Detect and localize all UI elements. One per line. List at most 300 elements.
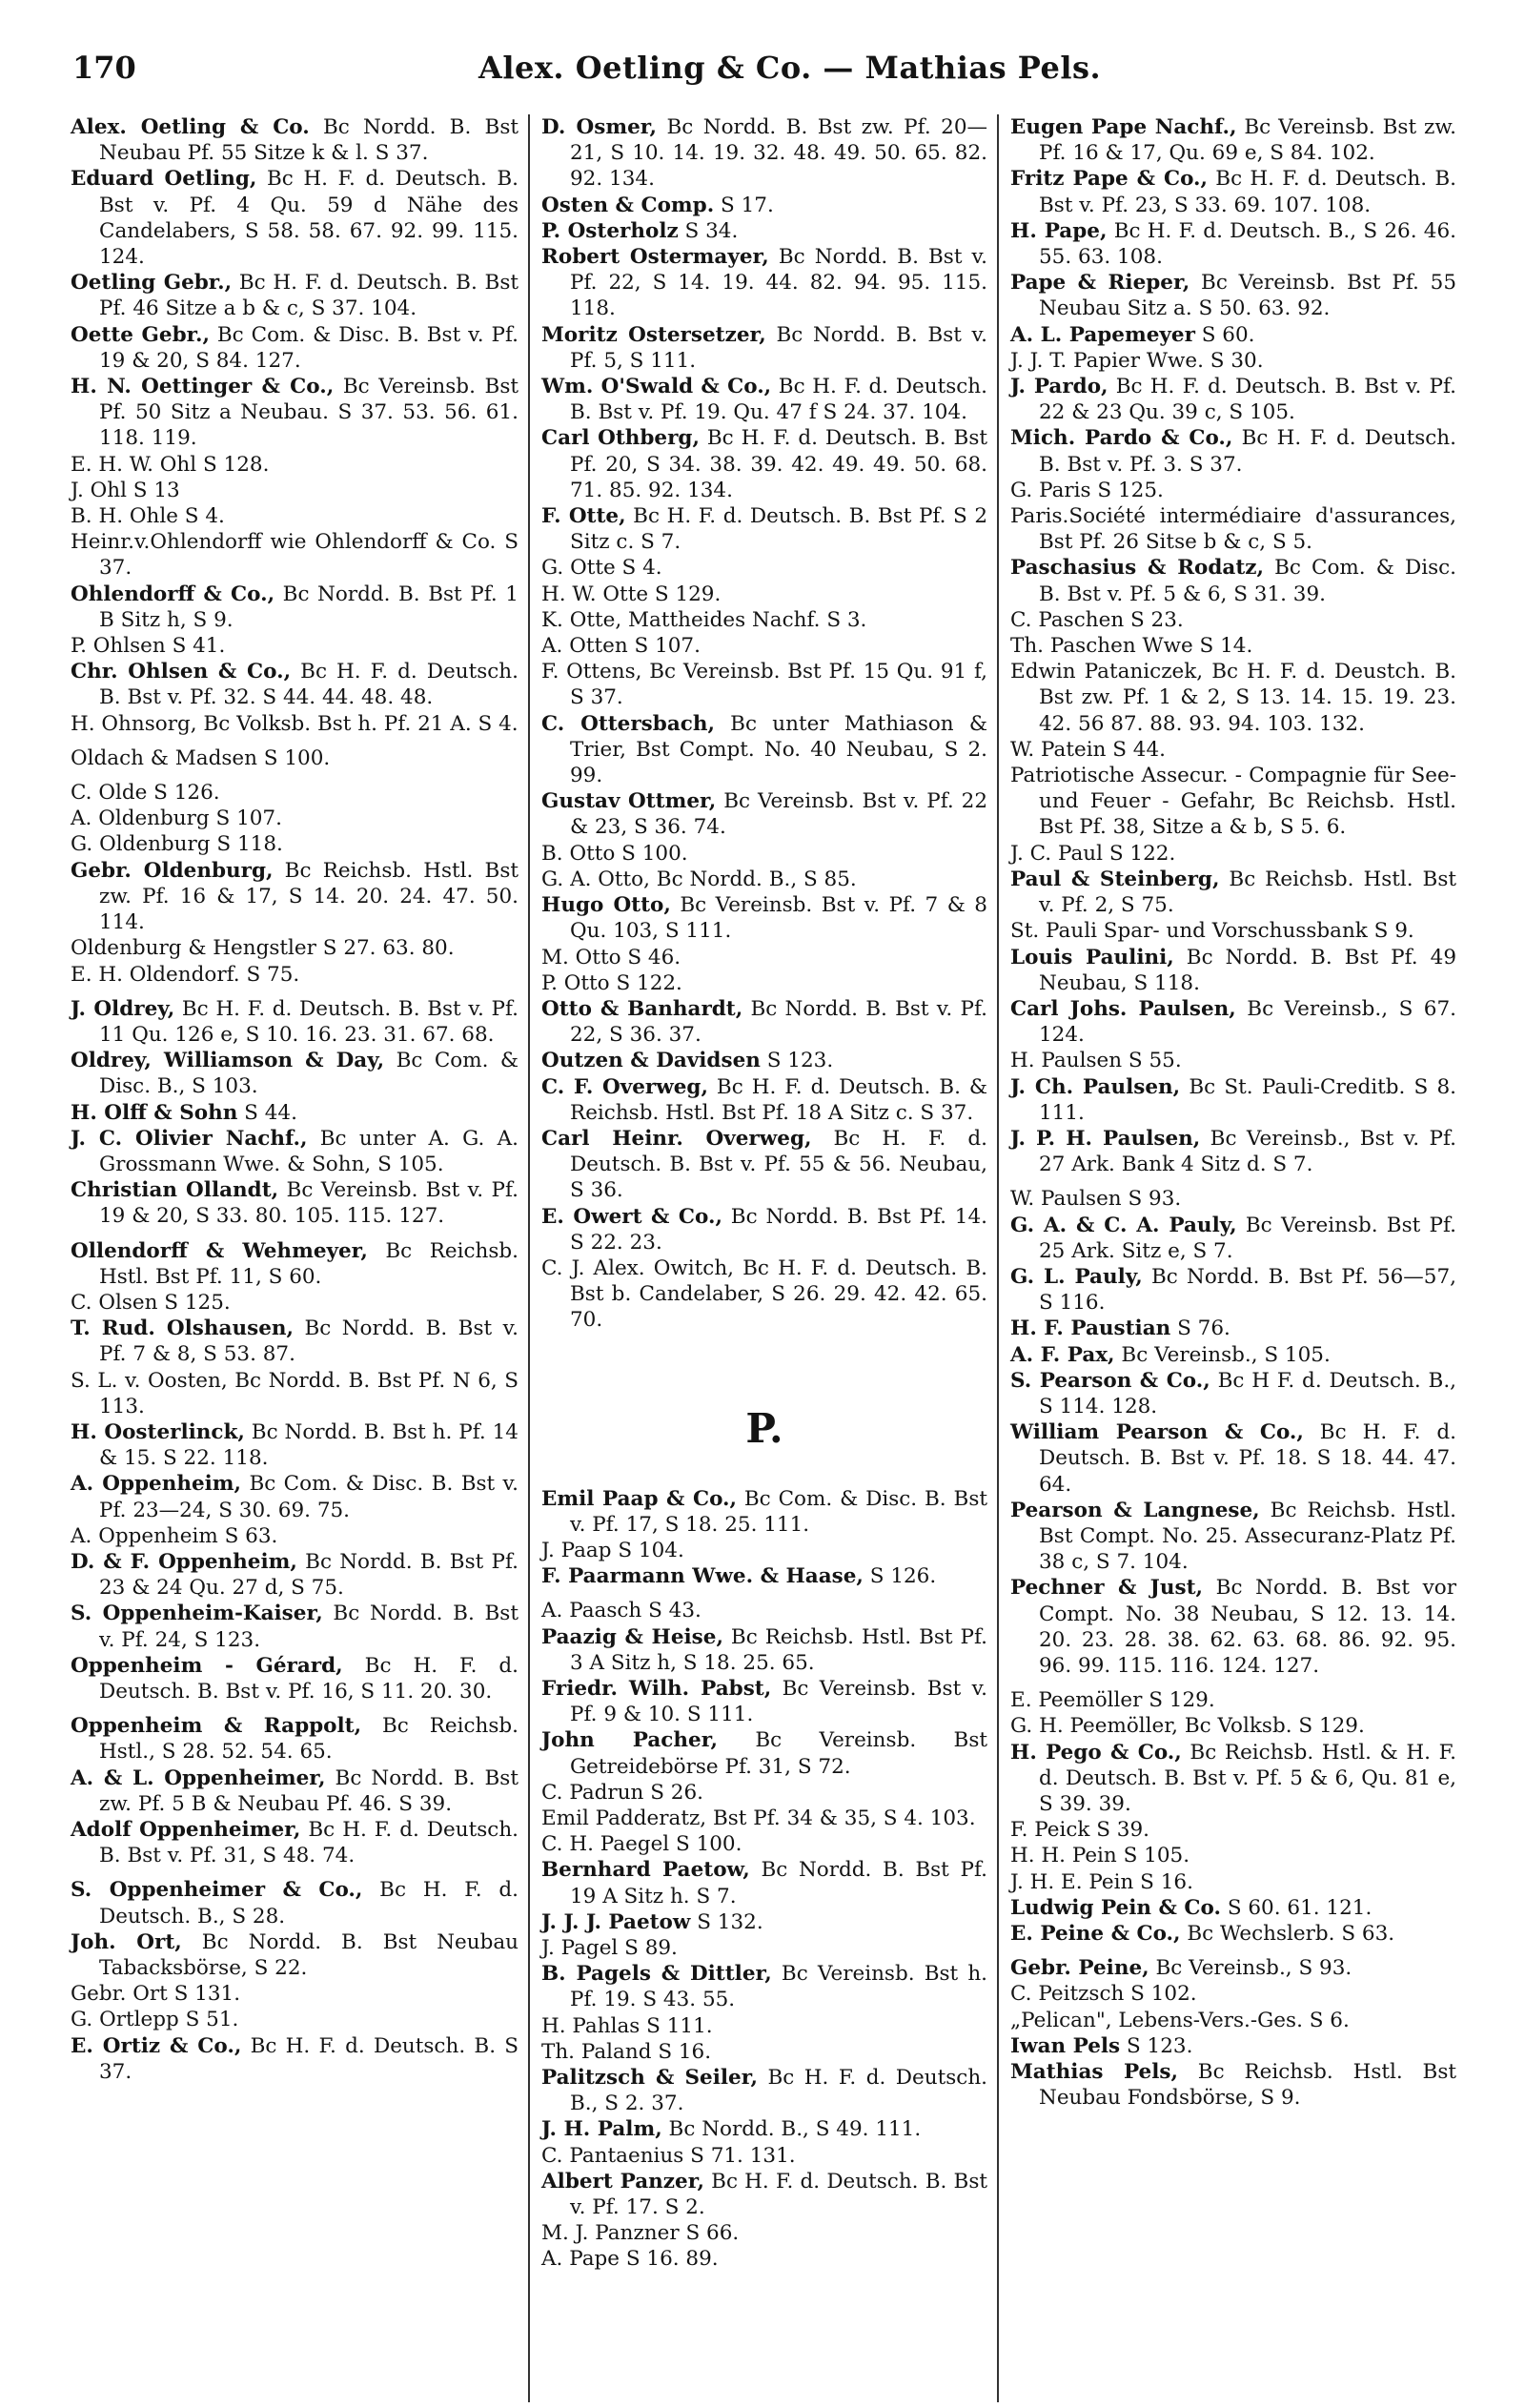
directory-entry [71, 711, 518, 737]
entry-details: Bc Nordd. B. Bst h. Pf. 14 & 15. S 22. 118. [99, 1419, 518, 1471]
directory-entry [1010, 867, 1456, 918]
firm-name: A. F. Pax, [1010, 1342, 1115, 1367]
directory-entry [1010, 1498, 1456, 1576]
directory-entry [71, 478, 518, 503]
firm-name: J. H. Palm, [541, 2117, 662, 2142]
entry-details: C. Peitzsch S 102. [1010, 1982, 1197, 2007]
directory-entry [541, 193, 987, 218]
entry-details: Bc Reichsb. Hstl. Bst Neubau Fondsbörse, S 9. [1039, 2060, 1456, 2111]
directory-entry [1010, 1740, 1456, 1818]
firm-name: Paazig & Heise, [541, 1624, 723, 1649]
firm-name: Chr. Ohlsen & Co., [71, 660, 292, 684]
entry-details: H. Paulsen S 55. [1010, 1049, 1182, 1073]
directory-entry [1010, 1126, 1456, 1177]
firm-name: Pearson & Langnese, [1010, 1498, 1260, 1522]
directory-entry [71, 1316, 518, 1367]
firm-name: Carl Johs. Paulsen, [1010, 996, 1236, 1021]
directory-entry [541, 633, 987, 659]
firm-name: Robert Ostermayer, [541, 245, 769, 270]
directory-entry [1010, 659, 1456, 737]
directory-entry [1010, 1817, 1456, 1843]
entry-details: Bc H. F. d. Deutsch. B. Bst v. Pf. 18. S 18. 44. 47. 64. [1039, 1420, 1456, 1497]
directory-entry [71, 1817, 518, 1868]
entry-details: Bc Nordd. B. Bst v. Pf. 22, S 14. 19. 44. 82. 94. 95. 115. 118. [570, 245, 987, 321]
entry-details: J. H. E. Pein S 16. [1010, 1869, 1193, 1894]
directory-entry [541, 2169, 987, 2220]
entry-details: Bc Nordd. B. Bst v. Pf. 22, S 36. 37. [570, 996, 987, 1048]
directory-entry [1010, 2059, 1456, 2111]
entry-details: Bc Vereinsb., S 105. [1114, 1342, 1331, 1367]
entry-details: E. H. W. Ohl S 128. [71, 452, 270, 477]
entry-spacer [71, 1704, 518, 1713]
directory-entry [1010, 2033, 1456, 2059]
directory-entry [541, 1831, 987, 1857]
entry-spacer [71, 737, 518, 745]
directory-entry [1010, 1869, 1456, 1895]
firm-name: H. N. Oettinger & Co., [71, 375, 335, 399]
entry-details: Bc H. F. d. Deutsch. B. Bst v. Pf. 55 & 56. Neubau, S 36. [570, 1126, 988, 1203]
directory-entry [1010, 2008, 1456, 2033]
directory-entry [1010, 1981, 1456, 2007]
directory-entry [1010, 945, 1456, 996]
entry-details: Bc Vereinsb. Bst v. Pf. 7 & 8 Qu. 103, S 111. [570, 893, 987, 944]
entry-details: Bc Com. & Disc. B. Bst v. Pf. 23—24, S 30. 69. 75. [99, 1472, 518, 1522]
entry-details: Bc Nordd. B. Bst Pf. 1 B Sitz h, S 9. [99, 582, 518, 632]
directory-entry [71, 322, 518, 374]
entry-details: Bc H. F. d. Deutsch. B. Bst v. Pf. 31, S 48. 74. [99, 1818, 518, 1868]
column-1 [59, 114, 528, 2402]
entry-details: Bc H. F. d. Deutsch. B. Bst v. Pf. 16, S 11. 20. 30. [99, 1653, 519, 1704]
directory-entry [541, 2013, 987, 2039]
entry-details: Bc Vereinsb. Bst v. Pf. 19 & 20, S 33. 80. 105. 115. 127. [99, 1178, 518, 1229]
firm-name: Oetling Gebr., [71, 271, 233, 296]
firm-name: D. & F. Oppenheim, [71, 1549, 297, 1574]
directory-entry [71, 996, 518, 1048]
directory-entry [71, 582, 518, 633]
entry-details: Bc Vereinsb. Bst Getreidebörse Pf. 31, S 72. [570, 1728, 987, 1779]
directory-entry [71, 1601, 518, 1652]
directory-entry [1010, 1921, 1456, 1947]
entry-details: F. Ottens, Bc Vereinsb. Bst Pf. 15 Qu. 91 f, S 37. [541, 660, 987, 710]
entry-details: Bc Vereinsb., Bst v. Pf. 27 Ark. Bank 4 Sitz d. S 7. [1039, 1126, 1457, 1177]
entry-details: Bc H. F. d. Deutsch. B. Bst v. Pf. 17. S 2. [570, 2169, 988, 2220]
directory-entry [1010, 114, 1456, 166]
directory-entry [71, 503, 518, 529]
firm-name: Emil Paap & Co., [541, 1486, 737, 1511]
firm-name: B. Pagels & Dittler, [541, 1962, 772, 1987]
entry-details: Bc Nordd. B. Bst v. Pf. 5, S 111. [570, 322, 987, 373]
directory-entry [541, 607, 987, 633]
entry-details: Th. Paschen Wwe S 14. [1010, 634, 1253, 659]
directory-entry [71, 1713, 518, 1765]
directory-entry [541, 892, 987, 944]
entry-details: Heinr.v.Ohlendorff wie Ohlendorff & Co. S 37. [71, 530, 518, 581]
directory-entry [71, 452, 518, 478]
directory-entry [1010, 166, 1456, 217]
entry-details: Bc H. F. d. Deutsch. B. Bst v. Pf. 3. S 37. [1039, 426, 1456, 477]
directory-entry [71, 780, 518, 806]
firm-name: Alex. Oetling & Co. [71, 115, 310, 139]
entry-details: Bc Nordd. B. Bst vor Compt. No. 38 Neubau, S 12. 13. 14. 20. 23. 28. 38. 62. 63. 68. 86. 92. 95. 96. 99. 115. 116. 124. 127. [1039, 1576, 1456, 1678]
directory-entry [541, 1909, 987, 1935]
directory-entry [71, 1238, 518, 1290]
entry-details: Bc unter Mathiason & Trier, Bst Compt. No. 40 Neubau, S 2. 99. [570, 711, 987, 788]
entry-details: S 126. [863, 1564, 937, 1589]
entry-details: J. Pagel S 89. [541, 1936, 678, 1960]
firm-name: J. Ch. Paulsen, [1010, 1074, 1181, 1099]
directory-entry [1010, 1316, 1456, 1341]
page-header [59, 50, 1487, 105]
directory-entry [1010, 270, 1456, 321]
firm-name: Albert Panzer, [541, 2169, 704, 2194]
directory-entry [1010, 1713, 1456, 1739]
entry-details: Bc Nordd. B. Bst v. Pf. 24, S 123. [99, 1602, 518, 1652]
firm-name: F. Paarmann Wwe. & Haase, [541, 1564, 864, 1589]
entry-details: J. C. Paul S 122. [1010, 841, 1176, 866]
entry-details: Bc Vereinsb., S 93. [1149, 1956, 1352, 1981]
directory-entry [541, 2246, 987, 2272]
entry-spacer [71, 1230, 518, 1238]
directory-entry [541, 2039, 987, 2065]
entry-details: C. J. Alex. Owitch, Bc H. F. d. Deutsch. B. Bst b. Candelaber, S 26. 29. 42. 42. 65. 70. [541, 1255, 987, 1333]
firm-name: E. Ortiz & Co., [71, 2033, 242, 2058]
directory-entry [1010, 1264, 1456, 1316]
directory-entry [1010, 633, 1456, 659]
firm-name: Oldrey, Williamson & Day, [71, 1049, 385, 1073]
entry-details: Bc Nordd. B. Bst zw. Pf. 5 B & Neubau Pf. 46. S 39. [99, 1765, 518, 1816]
firm-name: J. P. H. Paulsen, [1010, 1126, 1201, 1151]
firm-name: Pechner & Just, [1010, 1576, 1203, 1601]
directory-entry [1010, 1955, 1456, 1981]
directory-entry [541, 996, 987, 1048]
firm-name: E. Peine & Co., [1010, 1922, 1181, 1947]
firm-name: Mathias Pels, [1010, 2060, 1178, 2085]
entry-details: Bc H. F. d. Deutsch. B. Bst v. Pf. 23, S 33. 69. 107. 108. [1039, 167, 1456, 217]
directory-entry [1010, 218, 1456, 270]
entry-details: S 17. [714, 193, 774, 217]
entry-details: C. Olde S 126. [71, 781, 220, 806]
firm-name: H. Pego & Co., [1010, 1740, 1182, 1765]
entry-details: H. Ohnsorg, Bc Volksb. Bst h. Pf. 21 A. S 4. [71, 711, 518, 736]
directory-entry [1010, 737, 1456, 763]
entry-details: Bc Vereinsb. Bst Pf. 50 Sitz a Neubau. S 37. 53. 56. 61. 118. 119. [99, 375, 518, 451]
entry-details: G. A. Otto, Bc Nordd. B., S 85. [541, 867, 857, 891]
entry-details: Bc Reichsb. Hstl. & H. F. d. Deutsch. B. Bst v. Pf. 5 & 6, Qu. 81 e, S 39. 39. [1039, 1740, 1456, 1816]
directory-entry [541, 1126, 987, 1204]
firm-name: Oppenheim - Gérard, [71, 1653, 343, 1678]
entry-details: Bc unter A. G. A. Grossmann Wwe. & Sohn, S 105. [99, 1126, 519, 1176]
entry-details: Bc H. F. d. Deutsch. B. Bst v. Pf. 11 Qu. 126 e, S 10. 16. 23. 31. 67. 68. [99, 996, 518, 1047]
directory-entry [71, 166, 518, 270]
entry-details: G. H. Peemöller, Bc Volksb. S 129. [1010, 1714, 1365, 1739]
directory-entry [71, 1177, 518, 1229]
entry-details: Bc Nordd. B. Bst Pf. 23 & 24 Qu. 27 d, S 75. [99, 1549, 518, 1601]
entry-spacer [1010, 1947, 1456, 1955]
entry-details: J. Paap S 104. [541, 1538, 684, 1562]
directory-entry [71, 1981, 518, 2007]
entry-details: G. Paris S 125. [1010, 478, 1164, 502]
entry-details: Oldenburg & Hengstler S 27. 63. 80. [71, 936, 455, 961]
entry-details: S 60. 61. 121. [1220, 1895, 1372, 1920]
directory-entry [71, 1653, 518, 1704]
entry-details: A. Paasch S 43. [541, 1599, 702, 1623]
entry-details: Bc Reichsb. Hstl. Bst Pf. 11, S 60. [99, 1238, 518, 1289]
directory-entry [71, 831, 518, 857]
firm-name: Gebr. Oldenburg, [71, 858, 274, 883]
entry-details: S 76. [1170, 1316, 1230, 1341]
entry-details: P. Ohlsen S 41. [71, 634, 226, 659]
entry-details: Bc H. F. d. Deutsch. B. Bst Pf. S 2 Sitz c. S 7. [570, 504, 987, 555]
entry-details: Bc Nordd. B., S 49. 111. [661, 2117, 922, 2142]
entry-details: Bc Vereinsb. Bst Pf. 25 Ark. Sitz e, S 7. [1039, 1213, 1456, 1263]
firm-name: Wm. O'Swald & Co., [541, 375, 772, 399]
running-head: Alex. Oetling & Co. — Mathias Pels. [478, 50, 1102, 86]
directory-entry [541, 425, 987, 503]
directory-entry [541, 1624, 987, 1676]
directory-entry [71, 633, 518, 659]
directory-entry [541, 841, 987, 867]
directory-entry [541, 711, 987, 789]
entry-details: Bc Com. & Disc. B., S 103. [99, 1049, 518, 1099]
entry-details: Bc Vereinsb. Bst h. Pf. 19. S 43. 55. [570, 1962, 988, 2012]
directory-entry [541, 788, 987, 840]
entry-details: S 132. [690, 1909, 763, 1934]
directory-entry [1010, 607, 1456, 633]
firm-name: William Pearson & Co., [1010, 1420, 1304, 1445]
entry-details: G. Ortlepp S 51. [71, 2008, 239, 2032]
entry-details: Bc Vereinsb. Bst Pf. 55 Neubau Sitz a. S 50. 63. 92. [1039, 271, 1456, 321]
directory-entry [1010, 1074, 1456, 1126]
directory-entry [1010, 763, 1456, 841]
firm-name: Gustav Ottmer, [541, 789, 717, 814]
directory-entry [1010, 996, 1456, 1048]
directory-entry [541, 945, 987, 970]
directory-entry [1010, 1342, 1456, 1368]
directory-entry [541, 867, 987, 892]
firm-name: Carl Heinr. Overweg, [541, 1126, 812, 1151]
entry-details: W. Patein S 44. [1010, 737, 1167, 762]
directory-entry [1010, 1687, 1456, 1713]
entry-details: B. Otto S 100. [541, 841, 688, 866]
firm-name: Louis Paulini, [1010, 945, 1174, 969]
entry-details: Th. Paland S 16. [541, 2039, 712, 2064]
entry-details: Bc H. F. d. Deutsch. B., S 26. 46. 55. 63. 108. [1039, 218, 1456, 270]
firm-name: Gebr. Peine, [1010, 1956, 1149, 1981]
entry-details: Bc Vereinsb. Bst v. Pf. 9 & 10. S 111. [570, 1676, 987, 1727]
firm-name: J. J. J. Paetow [541, 1909, 691, 1934]
directory-entry [541, 114, 987, 193]
firm-name: Mich. Pardo & Co., [1010, 426, 1233, 451]
directory-entry [71, 1877, 518, 1928]
firm-name: Joh. Ort, [71, 1929, 182, 1954]
entry-details: Bc Nordd. B. Bst Pf. 14. S 22. 23. [570, 1204, 987, 1255]
directory-entry [541, 1727, 987, 1779]
directory-entry [71, 529, 518, 581]
entry-details: Bc H. F. d. Deutsch. B., S 28. [99, 1878, 519, 1928]
entry-details: S 44. [237, 1100, 297, 1125]
directory-entry [71, 806, 518, 831]
firm-name: P. Osterholz [541, 218, 679, 243]
directory-entry [541, 1806, 987, 1831]
directory-entry [541, 1255, 987, 1334]
entry-details: Bc H. F. d. Deutsch. B. & Reichsb. Hstl. Bst Pf. 18 A Sitz c. S 37. [570, 1074, 987, 1125]
firm-name: C. F. Overweg, [541, 1074, 708, 1099]
directory-entry [541, 1857, 987, 1908]
entry-details: E. Peemöller S 129. [1010, 1688, 1215, 1713]
directory-entry [1010, 322, 1456, 348]
firm-name: G. L. Pauly, [1010, 1264, 1143, 1289]
entry-details: Bc Reichsb. Hstl. Bst Compt. No. 25. Assecuranz-Platz Pf. 38 c, S 7. 104. [1039, 1498, 1456, 1575]
directory-entry [71, 1290, 518, 1316]
firm-name: Moritz Ostersetzer, [541, 322, 766, 347]
directory-entry [71, 659, 518, 710]
firm-name: Outzen & Davidsen [541, 1049, 761, 1073]
directory-entry [1010, 348, 1456, 374]
directory-entry [71, 1100, 518, 1126]
entry-spacer [71, 988, 518, 996]
entry-details: H. W. Otte S 129. [541, 582, 722, 606]
entry-details: B. H. Ohle S 4. [71, 504, 225, 529]
directory-entry [541, 2116, 987, 2142]
directory-entry [71, 2007, 518, 2032]
entry-details: E. H. Oldendorf. S 75. [71, 962, 300, 987]
entry-details: Bc Nordd. B. Bst Neubau Tabacksbörse, S 22. [99, 1929, 519, 1981]
entry-details: Bc H. F. d. Deutsch. B., S 2. 37. [570, 2066, 987, 2116]
entry-spacer [71, 771, 518, 780]
directory-entry [71, 1048, 518, 1099]
firm-name: S. Oppenheim-Kaiser, [71, 1602, 323, 1626]
entry-details: Bc H. F. d. Deutsch. B. Bst v. Pf. 22 & 23 Qu. 39 c, S 105. [1039, 375, 1456, 425]
directory-entry [541, 1538, 987, 1563]
entry-details: Emil Padderatz, Bst Pf. 34 & 35, S 4. 103. [541, 1806, 976, 1830]
entry-details: K. Otte, Mattheides Nachf. S 3. [541, 607, 867, 632]
directory-entry [541, 1961, 987, 2012]
firm-name: J. Pardo, [1010, 375, 1108, 399]
entry-details: Paris.Société intermédiaire d'assurances, Bst Pf. 26 Sitse b & c, S 5. [1010, 504, 1456, 555]
firm-name: Oppenheim & Rappolt, [71, 1714, 362, 1739]
entry-details: C. Olsen S 125. [71, 1290, 231, 1315]
firm-name: Osten & Comp. [541, 193, 715, 217]
firm-name: A. & L. Oppenheimer, [71, 1765, 326, 1790]
firm-name: H. Pape, [1010, 218, 1108, 243]
directory-entry [541, 1486, 987, 1538]
firm-name: Friedr. Wilh. Pabst, [541, 1676, 772, 1701]
entry-details: Bc Vereinsb. Bst v. Pf. 22 & 23, S 36. 74. [570, 789, 987, 840]
entry-details: G. Oldenburg S 118. [71, 832, 283, 857]
entry-details: Oldach & Madsen S 100. [71, 745, 331, 770]
entry-spacer [71, 1868, 518, 1877]
directory-entry [71, 1929, 518, 1981]
directory-entry [71, 270, 518, 321]
entry-details: Bc Com. & Disc. B. Bst v. Pf. 19 & 20, S 84. 127. [99, 322, 518, 373]
directory-entry [541, 1676, 987, 1727]
entry-details: Bc Vereinsb. Bst zw. Pf. 16 & 17, Qu. 69 e, S 84. 102. [1039, 115, 1456, 166]
entry-details: Bc Reichsb. Hstl. Bst v. Pf. 2, S 75. [1039, 867, 1456, 918]
firm-name: John Pacher, [541, 1728, 718, 1753]
firm-name: Hugo Otto, [541, 893, 671, 918]
entry-details: Bc H. F. d. Deutsch. B. Bst v. Pf. 4 Qu. 59 d Nähe des Candelabers, S 58. 58. 67. 92. 99. 115. 124. [99, 167, 518, 270]
directory-entry [71, 745, 518, 771]
directory-entry [541, 503, 987, 555]
entry-details: St. Pauli Spar- und Vorschussbank S 9. [1010, 919, 1414, 944]
directory-entry [541, 1048, 987, 1073]
directory-entry [541, 970, 987, 996]
entry-details: J. J. T. Papier Wwe. S 30. [1010, 348, 1264, 373]
entry-details: Bc Reichsb. Hstl. Bst Pf. 3 A Sitz h, S 18. 25. 65. [570, 1624, 988, 1675]
entry-details: Bc Reichsb. Hstl., S 28. 52. 54. 65. [99, 1714, 518, 1765]
entry-details: Bc Nordd. B. Bst Pf. 49 Neubau, S 118. [1039, 945, 1456, 995]
directory-entry [541, 582, 987, 607]
directory-entry [541, 1074, 987, 1126]
entry-details: A. Oldenburg S 107. [71, 806, 282, 831]
entry-details: S 60. [1194, 322, 1255, 347]
entry-details: Bc H. F. d. Deutsch. B. S 37. [99, 2033, 518, 2084]
entry-details: Bc Nordd. B. Bst v. Pf. 7 & 8, S 53. 87. [99, 1316, 518, 1367]
directory-entry [71, 1368, 518, 1419]
firm-name: Iwan Pels [1010, 2033, 1121, 2058]
firm-name: Bernhard Paetow, [541, 1858, 750, 1883]
entry-spacer [1010, 1177, 1456, 1186]
entry-details: C. Paschen S 23. [1010, 607, 1184, 632]
firm-name: E. Owert & Co., [541, 1204, 722, 1229]
entry-details: Bc St. Pauli-Creditb. S 8. 111. [1039, 1074, 1456, 1125]
entry-details: C. Pantaenius S 71. 131. [541, 2143, 796, 2168]
entry-details: A. Pape S 16. 89. [541, 2247, 719, 2272]
directory-entry [541, 218, 987, 244]
entry-details: J. Ohl S 13 [71, 478, 180, 502]
directory-entry [71, 935, 518, 961]
firm-name: C. Ottersbach, [541, 711, 715, 736]
directory-entry [71, 1523, 518, 1549]
firm-name: H. F. Paustian [1010, 1316, 1171, 1341]
entry-details: S 123. [1120, 2033, 1193, 2058]
firm-name: F. Otte, [541, 504, 626, 529]
firm-name: S. Oppenheimer & Co., [71, 1878, 363, 1903]
section-letter: P. [745, 1404, 783, 1452]
firm-name: Otto & Banhardt, [541, 996, 743, 1021]
entry-details: S 34. [678, 218, 739, 243]
entry-details: H. H. Pein S 105. [1010, 1844, 1190, 1868]
directory-entry [71, 1126, 518, 1177]
entry-details: F. Peick S 39. [1010, 1818, 1149, 1843]
directory-entry [1010, 1575, 1456, 1679]
entry-details: C. H. Paegel S 100. [541, 1832, 742, 1857]
firm-name: H. Olff & Sohn [71, 1100, 238, 1125]
directory-entry [1010, 1186, 1456, 1212]
directory-entry [1010, 478, 1456, 503]
directory-entry [71, 114, 518, 166]
firm-name: Oette Gebr., [71, 322, 210, 347]
entry-details: Bc Nordd. B. Bst zw. Pf. 20—21, S 10. 14. 19. 32. 48. 49. 50. 65. 82. 92. 134. [570, 115, 988, 192]
entry-details: Bc Reichsb. Hstl. Bst zw. Pf. 16 & 17, S 14. 20. 24. 47. 50. 114. [99, 858, 518, 935]
column-3 [997, 114, 1466, 2402]
entry-details: A. Oppenheim S 63. [71, 1523, 278, 1548]
directory-entry [1010, 1368, 1456, 1419]
firm-name: Fritz Pape & Co., [1010, 167, 1209, 192]
directory-entry [1010, 374, 1456, 425]
entry-details: Edwin Pataniczek, Bc H. F. d. Deustch. B. Bst zw. Pf. 1 & 2, S 13. 14. 15. 19. 23. 42. 56 87. 88. 93. 94. 103. 132. [1010, 660, 1456, 736]
directory-entry [541, 1563, 987, 1589]
entry-details: Bc H. F. d. Deutsch. B. Bst v. Pf. 19. Qu. 47 f S 24. 37. 104. [570, 375, 987, 425]
firm-name: A. L. Papemeyer [1010, 322, 1195, 347]
entry-spacer [541, 1589, 987, 1598]
entry-details: C. Padrun S 26. [541, 1780, 703, 1805]
entry-details: Patriotische Assecur. - Compagnie für See- und Feuer - Gefahr, Bc Reichsb. Hstl. Bst Pf. 38, Sitze a & b, S 5. 6. [1010, 764, 1456, 840]
entry-details: S. L. v. Oosten, Bc Nordd. B. Bst Pf. N 6, S 113. [71, 1368, 518, 1418]
directory-entry [71, 1471, 518, 1522]
firm-name: G. A. & C. A. Pauly, [1010, 1213, 1237, 1237]
directory-columns [59, 114, 1487, 2402]
